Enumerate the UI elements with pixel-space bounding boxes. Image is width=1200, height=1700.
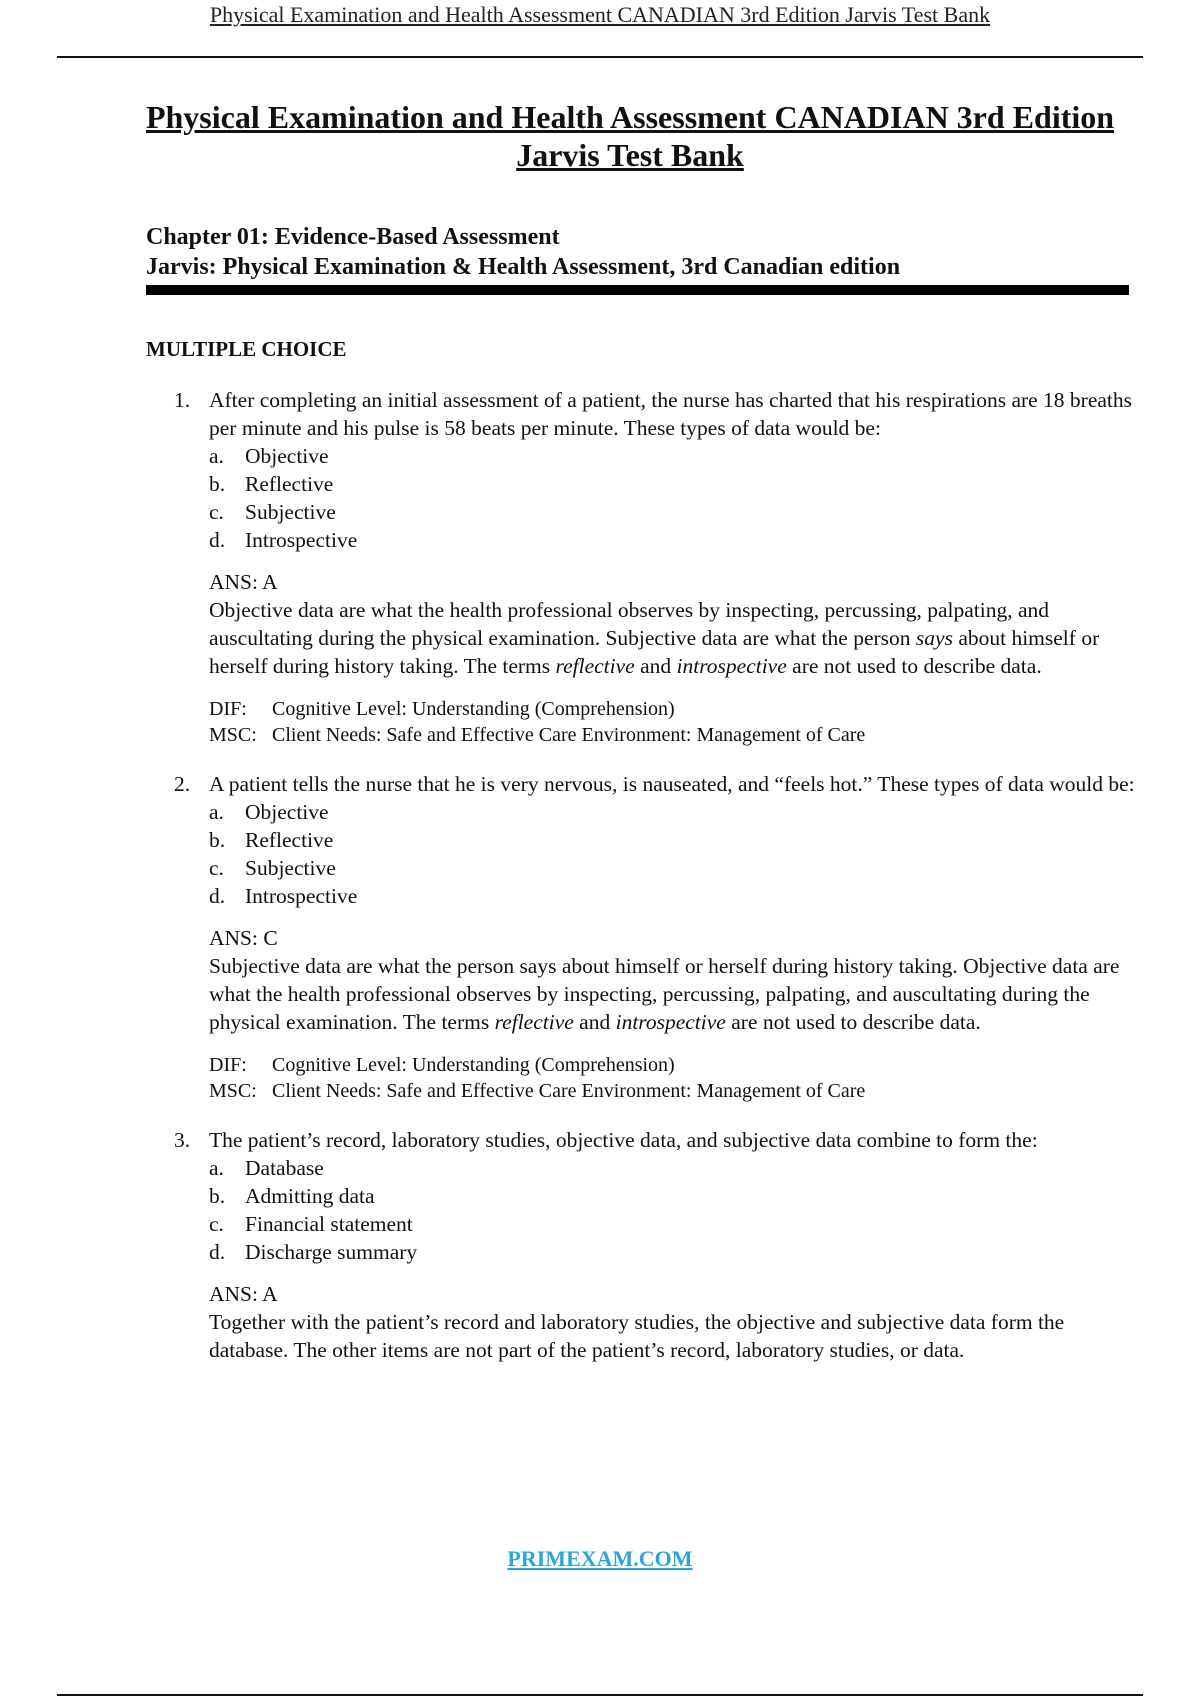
question-number: 3. <box>174 1128 191 1152</box>
question-number: 1. <box>174 388 191 412</box>
rationale-text: Objective data are what the health professional observes by inspecting, percussing, palpating, and auscultating during the physical examination. Subjective data are what the person <box>209 598 1050 650</box>
option-letter: a. <box>209 444 224 468</box>
answer-key: ANS: A <box>209 570 278 594</box>
question-stem: A patient tells the nurse that he is very nervous, is nauseated, and “feels hot.” These types of data would be: <box>209 772 1135 796</box>
rationale-text: are not used to describe data. <box>786 654 1042 678</box>
rationale-emphasis: introspective <box>615 1010 726 1034</box>
chapter-block <box>146 222 1136 282</box>
option-text: Introspective <box>245 884 358 908</box>
option-letter: c. <box>209 500 224 524</box>
title-line-1: Physical Examination and Health Assessment CANADIAN 3rd Edition <box>145 99 1115 135</box>
answer-key: ANS: A <box>209 1282 278 1306</box>
option-letter: b. <box>209 472 226 496</box>
option-a <box>209 442 1136 470</box>
rationale-text: Subjective data are what the person says about himself or herself during history taking. Objective data are what the health professional observes by inspecting, percussing, palpating, and auscultating during the physical examination. The terms <box>209 954 1120 1034</box>
option-letter: d. <box>209 884 226 908</box>
question-2 <box>146 770 1136 1104</box>
chapter-divider <box>146 285 1129 295</box>
option-letter: a. <box>209 800 224 824</box>
option-b <box>209 470 1136 498</box>
rationale-text: and <box>634 654 677 678</box>
option-text: Reflective <box>245 472 334 496</box>
question-1 <box>146 386 1136 748</box>
question-stem: After completing an initial assessment of a patient, the nurse has charted that his respirations are 18 breaths per minute and his pulse is 58 beats per minute. These types of data would be: <box>209 388 1133 440</box>
document-title <box>130 98 1130 174</box>
option-list <box>209 442 1136 554</box>
rationale <box>209 596 1136 680</box>
rationale <box>209 952 1136 1036</box>
option-letter: b. <box>209 1184 226 1208</box>
question-metadata <box>209 1052 1136 1104</box>
difficulty-value: Cognitive Level: Understanding (Comprehension) <box>272 1054 675 1076</box>
option-b <box>209 1182 1136 1210</box>
option-text: Objective <box>245 444 329 468</box>
title-line-2: Jarvis Test Bank <box>516 137 744 173</box>
option-text: Reflective <box>245 828 334 852</box>
option-b <box>209 826 1136 854</box>
client-needs-value: Client Needs: Safe and Effective Care Environment: Management of Care <box>272 724 866 746</box>
option-text: Introspective <box>245 528 358 552</box>
rationale-text: Together with the patient’s record and laboratory studies, the objective and subjective data form the database. The other items are not part of the patient’s record, laboratory studies, or data. <box>209 1310 1065 1362</box>
chapter-source: Jarvis: Physical Examination & Health Assessment, 3rd Canadian edition <box>146 254 901 280</box>
option-text: Subjective <box>245 500 336 524</box>
msc-label: MSC: <box>209 1080 257 1102</box>
footer-divider <box>57 1694 1143 1696</box>
option-text: Objective <box>245 800 329 824</box>
rationale-text: about himself or herself during history taking. The terms <box>209 626 1100 678</box>
question-number: 2. <box>174 772 191 796</box>
difficulty-value: Cognitive Level: Understanding (Comprehension) <box>272 698 675 720</box>
client-needs-value: Client Needs: Safe and Effective Care Environment: Management of Care <box>272 1080 866 1102</box>
option-letter: d. <box>209 1240 226 1264</box>
option-letter: a. <box>209 1156 224 1180</box>
rationale-emphasis: reflective <box>494 1010 574 1034</box>
option-d <box>209 882 1136 910</box>
option-text: Admitting data <box>245 1184 375 1208</box>
option-c <box>209 854 1136 882</box>
option-a <box>209 1154 1136 1182</box>
section-heading: MULTIPLE CHOICE <box>146 337 347 361</box>
answer-key: ANS: C <box>209 926 278 950</box>
question-3 <box>146 1126 1136 1364</box>
option-d <box>209 526 1136 554</box>
rationale-emphasis: says <box>915 626 953 650</box>
option-text: Financial statement <box>245 1212 413 1236</box>
option-c <box>209 498 1136 526</box>
primexam-link[interactable]: PRIMEXAM.COM <box>507 1546 693 1571</box>
option-d <box>209 1238 1136 1266</box>
option-a <box>209 798 1136 826</box>
chapter-heading: Chapter 01: Evidence-Based Assessment <box>146 224 560 250</box>
option-text: Subjective <box>245 856 336 880</box>
dif-label: DIF: <box>209 698 247 720</box>
running-header: Physical Examination and Health Assessment CANADIAN 3rd Edition Jarvis Test Bank <box>209 2 991 27</box>
option-c <box>209 1210 1136 1238</box>
option-letter: b. <box>209 828 226 852</box>
rationale-emphasis: introspective <box>676 654 787 678</box>
msc-label: MSC: <box>209 724 257 746</box>
rationale-emphasis: reflective <box>555 654 635 678</box>
question-metadata <box>209 696 1136 748</box>
option-letter: d. <box>209 528 226 552</box>
dif-label: DIF: <box>209 1054 247 1076</box>
question-list <box>146 386 1136 1386</box>
question-stem: The patient’s record, laboratory studies, objective data, and subjective data combine to form the: <box>209 1128 1038 1152</box>
option-text: Database <box>245 1156 324 1180</box>
option-list <box>209 1154 1136 1266</box>
rationale-text: are not used to describe data. <box>725 1010 981 1034</box>
header-divider <box>57 56 1143 58</box>
option-letter: c. <box>209 1212 224 1236</box>
rationale <box>209 1308 1136 1364</box>
option-letter: c. <box>209 856 224 880</box>
option-text: Discharge summary <box>245 1240 418 1264</box>
rationale-text: and <box>573 1010 616 1034</box>
option-list <box>209 798 1136 910</box>
